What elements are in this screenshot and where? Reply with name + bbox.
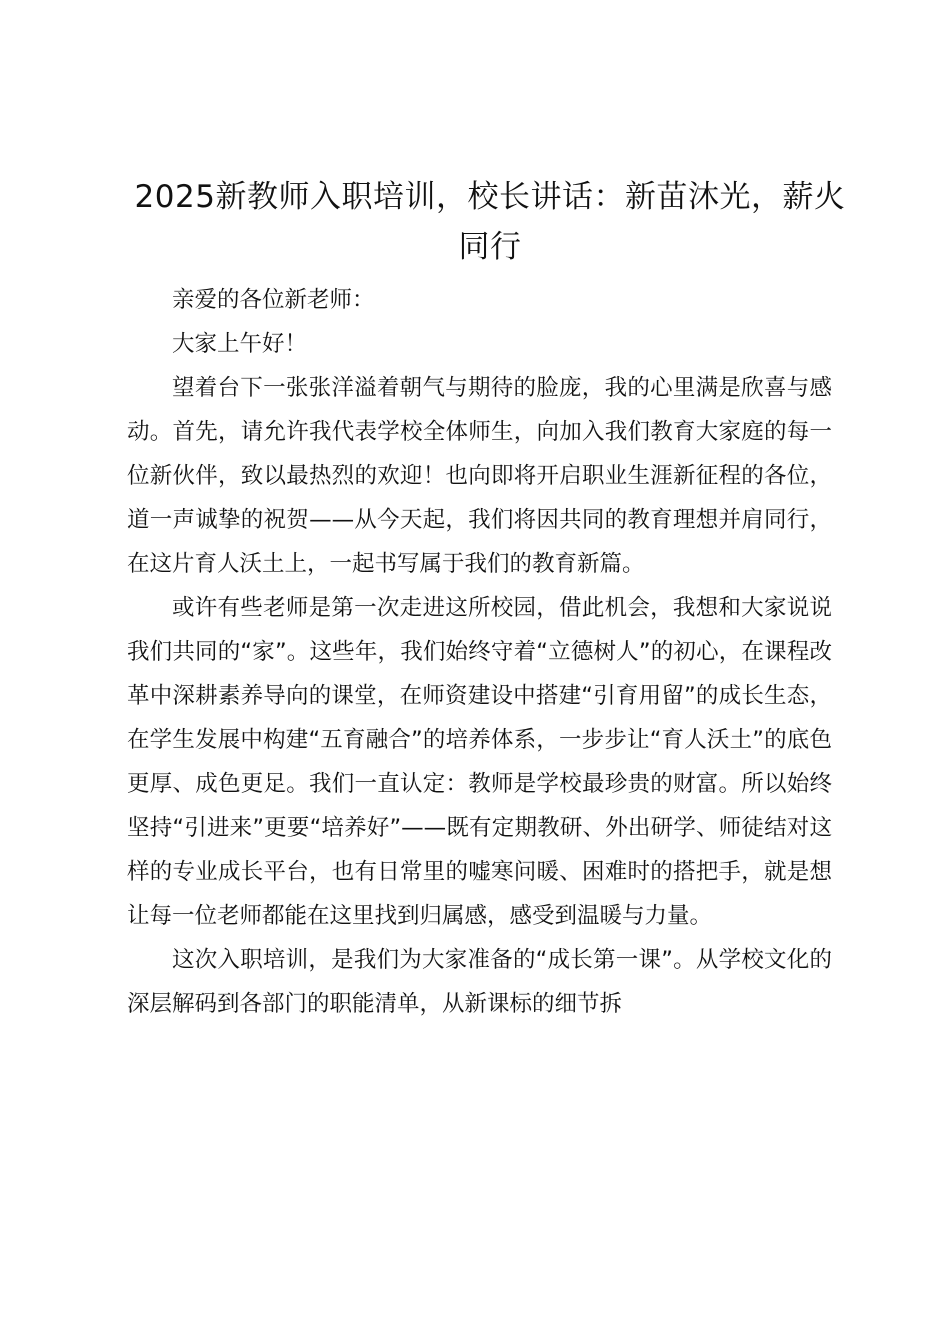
document-body <box>127 278 832 1026</box>
paragraph-2: 或许有些老师是第一次走进这所校园，借此机会，我想和大家说说我们共同的“家”。这些年，我们始终守着“立德树人”的初心，在课程改革中深耕素养导向的课堂，在师资建设中搭建“引育用留”的成长生态，在学生发展中构建“五育融合”的培养体系，一步步让“育人沃土”的底色更厚、成色更足。我们一直认定：教师是学校最珍贵的财富。所以始终坚持“引进来”更要“培养好”——既有定期教研、外出研学、师徒结对这样的专业成长平台，也有日常里的嘘寒问暖、困难时的搭把手，就是想让每一位老师都能在这里找到归属感，感受到温暖与力量。 <box>127 595 832 929</box>
salutation: 亲爱的各位新老师： <box>172 287 375 313</box>
paragraph-1: 望着台下一张张洋溢着朝气与期待的脸庞，我的心里满是欣喜与感动。首先，请允许我代表学校全体师生，向加入我们教育大家庭的每一位新伙伴，致以最热烈的欢迎！也向即将开启职业生涯新征程的各位，道一声诚挚的祝贺——从今天起，我们将因共同的教育理想并肩同行，在这片育人沃土上，一起书写属于我们的教育新篇。 <box>127 375 832 577</box>
paragraph-3: 这次入职培训，是我们为大家准备的“成长第一课”。从学校文化的深层解码到各部门的职能清单，从新课标的细节拆 <box>127 947 832 1017</box>
document-title: 2025新教师入职培训，校长讲话：新苗沐光，薪火同行 <box>134 179 846 265</box>
greeting: 大家上午好！ <box>172 331 308 357</box>
